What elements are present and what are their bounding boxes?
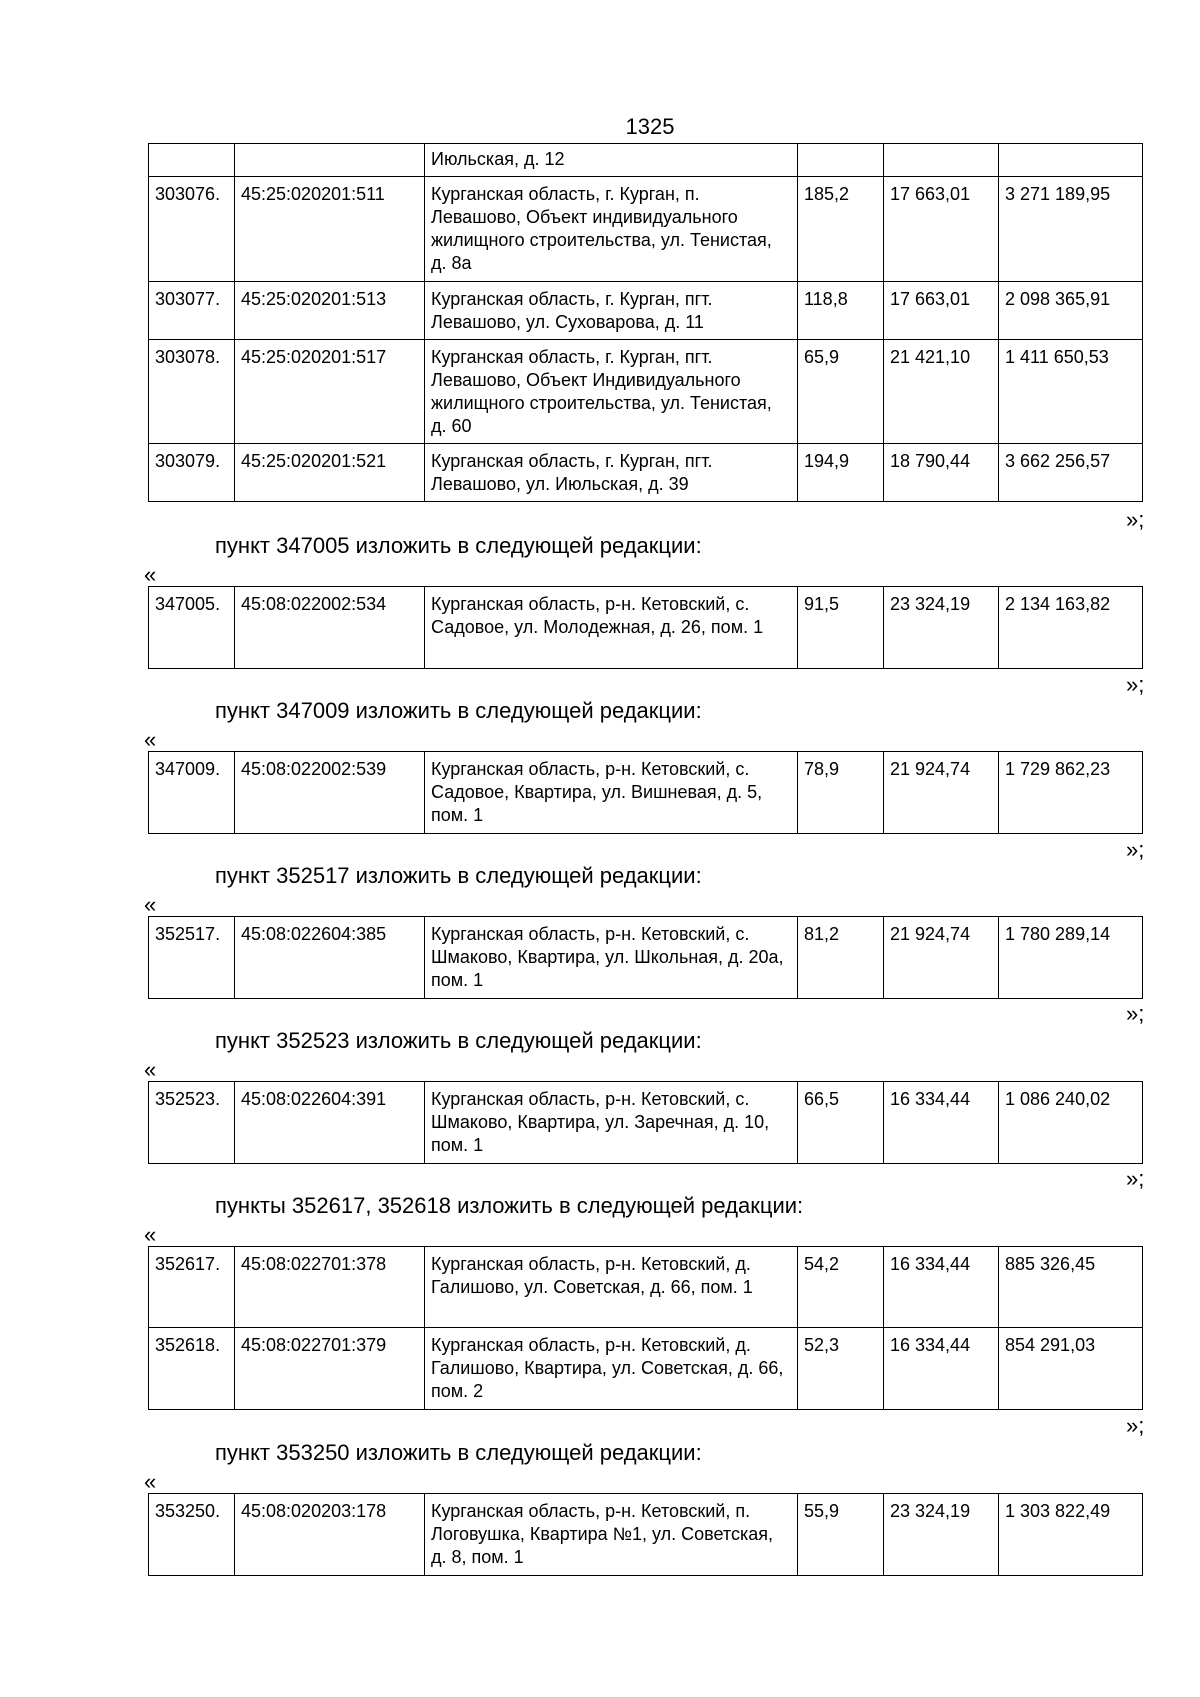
- cell-number: 352618.: [149, 1328, 235, 1410]
- cell-rate: 23 324,19: [884, 1494, 999, 1576]
- cell-address: Курганская область, г. Курган, пгт. Левашово, ул. Суховарова, д. 11: [425, 282, 798, 340]
- table-row: [149, 752, 1143, 834]
- cell-number: 352517.: [149, 917, 235, 999]
- cell-area: 65,9: [798, 340, 884, 444]
- cell-address: Курганская область, р-н. Кетовский, д. Галишово, ул. Советская, д. 66, пом. 1: [425, 1247, 798, 1328]
- closing-quote: »;: [1126, 672, 1145, 697]
- cell-area: 54,2: [798, 1247, 884, 1328]
- cell-cadastral: 45:08:020203:178: [235, 1494, 425, 1576]
- cell-cadastral: 45:25:020201:511: [235, 177, 425, 282]
- closing-quote: »;: [1126, 1413, 1145, 1438]
- cell-number: 347009.: [149, 752, 235, 834]
- cell-number: 303076.: [149, 177, 235, 282]
- cell-number: 352523.: [149, 1082, 235, 1164]
- cell-rate: 16 334,44: [884, 1082, 999, 1164]
- cell-area: 185,2: [798, 177, 884, 282]
- cell-value: 1 303 822,49: [999, 1494, 1143, 1576]
- cell-address: Курганская область, р-н. Кетовский, с. Шмаково, Квартира, ул. Заречная, д. 10, пом. 1: [425, 1082, 798, 1164]
- cell-address: Курганская область, р-н. Кетовский, д. Галишово, Квартира, ул. Советская, д. 66, пом. 2: [425, 1328, 798, 1410]
- opening-quote: «: [144, 1222, 157, 1247]
- table-row: [149, 177, 1143, 282]
- opening-quote: «: [144, 1057, 157, 1082]
- amendment-instruction: пункт 347005 изложить в следующей редакции:: [215, 533, 702, 558]
- cell-address: Курганская область, р-н. Кетовский, с. Садовое, ул. Молодежная, д. 26, пом. 1: [425, 587, 798, 669]
- opening-quote: «: [144, 892, 157, 917]
- property-table: [148, 1081, 1143, 1164]
- cell-address: Курганская область, р-н. Кетовский, с. Шмаково, Квартира, ул. Школьная, д. 20а, пом. 1: [425, 917, 798, 999]
- table-row: [149, 144, 1143, 177]
- cell-rate: 17 663,01: [884, 177, 999, 282]
- property-table: [148, 916, 1143, 999]
- opening-quote: «: [144, 1469, 157, 1494]
- cell-address: Курганская область, р-н. Кетовский, с. Садовое, Квартира, ул. Вишневая, д. 5, пом. 1: [425, 752, 798, 834]
- cell-cadastral: 45:08:022604:385: [235, 917, 425, 999]
- page-number: 1325: [625, 114, 675, 139]
- cell-value: [999, 144, 1143, 177]
- cell-value: 854 291,03: [999, 1328, 1143, 1410]
- amendment-instruction: пункт 353250 изложить в следующей редакции:: [215, 1440, 702, 1465]
- cell-value: 1 411 650,53: [999, 340, 1143, 444]
- property-table: [148, 1493, 1143, 1576]
- cell-cadastral: [235, 144, 425, 177]
- cell-value: 1 780 289,14: [999, 917, 1143, 999]
- cell-value: 3 662 256,57: [999, 444, 1143, 502]
- cell-cadastral: 45:25:020201:513: [235, 282, 425, 340]
- cell-area: [798, 144, 884, 177]
- closing-quote: »;: [1126, 1166, 1145, 1191]
- cell-area: 118,8: [798, 282, 884, 340]
- cell-area: 52,3: [798, 1328, 884, 1410]
- cell-address: Курганская область, г. Курган, пгт. Левашово, ул. Июльская, д. 39: [425, 444, 798, 502]
- table-row: [149, 444, 1143, 502]
- closing-quote: »;: [1126, 1001, 1145, 1026]
- table-row: [149, 282, 1143, 340]
- property-table: [148, 751, 1143, 834]
- opening-quote: «: [144, 562, 157, 587]
- cell-address: Июльская, д. 12: [425, 144, 798, 177]
- cell-value: 3 271 189,95: [999, 177, 1143, 282]
- cell-rate: [884, 144, 999, 177]
- cell-area: 81,2: [798, 917, 884, 999]
- table-row: [149, 917, 1143, 999]
- cell-address: Курганская область, г. Курган, п. Левашово, Объект индивидуального жилищного строительства, ул. Тенистая, д. 8а: [425, 177, 798, 282]
- opening-quote: «: [144, 727, 157, 752]
- cell-number: 353250.: [149, 1494, 235, 1576]
- table-row: [149, 1247, 1143, 1328]
- cell-rate: 17 663,01: [884, 282, 999, 340]
- cell-area: 91,5: [798, 587, 884, 669]
- cell-number: [149, 144, 235, 177]
- closing-quote: »;: [1126, 837, 1145, 862]
- cell-area: 78,9: [798, 752, 884, 834]
- amendment-instruction: пункты 352617, 352618 изложить в следующей редакции:: [215, 1193, 804, 1218]
- cell-rate: 23 324,19: [884, 587, 999, 669]
- cell-area: 194,9: [798, 444, 884, 502]
- property-table: [148, 143, 1143, 502]
- cell-cadastral: 45:08:022701:378: [235, 1247, 425, 1328]
- property-table: [148, 586, 1143, 669]
- amendment-instruction: пункт 347009 изложить в следующей редакции:: [215, 698, 702, 723]
- cell-rate: 21 924,74: [884, 917, 999, 999]
- cell-number: 352617.: [149, 1247, 235, 1328]
- cell-address: Курганская область, р-н. Кетовский, п. Логовушка, Квартира №1, ул. Советская, д. 8, пом. 1: [425, 1494, 798, 1576]
- cell-number: 347005.: [149, 587, 235, 669]
- cell-area: 66,5: [798, 1082, 884, 1164]
- cell-rate: 21 924,74: [884, 752, 999, 834]
- cell-value: 2 098 365,91: [999, 282, 1143, 340]
- cell-value: 885 326,45: [999, 1247, 1143, 1328]
- cell-cadastral: 45:08:022002:539: [235, 752, 425, 834]
- cell-rate: 16 334,44: [884, 1247, 999, 1328]
- cell-address: Курганская область, г. Курган, пгт. Левашово, Объект Индивидуального жилищного строительства, ул. Тенистая, д. 60: [425, 340, 798, 444]
- table-row: [149, 1494, 1143, 1576]
- cell-value: 2 134 163,82: [999, 587, 1143, 669]
- table-row: [149, 1328, 1143, 1410]
- cell-number: 303078.: [149, 340, 235, 444]
- cell-cadastral: 45:25:020201:517: [235, 340, 425, 444]
- cell-cadastral: 45:08:022604:391: [235, 1082, 425, 1164]
- cell-rate: 16 334,44: [884, 1328, 999, 1410]
- table-row: [149, 587, 1143, 669]
- closing-quote: »;: [1126, 507, 1145, 532]
- cell-cadastral: 45:08:022002:534: [235, 587, 425, 669]
- property-table: [148, 1246, 1143, 1410]
- cell-cadastral: 45:08:022701:379: [235, 1328, 425, 1410]
- cell-area: 55,9: [798, 1494, 884, 1576]
- cell-number: 303079.: [149, 444, 235, 502]
- table-row: [149, 1082, 1143, 1164]
- table-row: [149, 340, 1143, 444]
- cell-rate: 21 421,10: [884, 340, 999, 444]
- cell-rate: 18 790,44: [884, 444, 999, 502]
- cell-number: 303077.: [149, 282, 235, 340]
- cell-cadastral: 45:25:020201:521: [235, 444, 425, 502]
- amendment-instruction: пункт 352517 изложить в следующей редакции:: [215, 863, 702, 888]
- amendment-instruction: пункт 352523 изложить в следующей редакции:: [215, 1028, 702, 1053]
- cell-value: 1 729 862,23: [999, 752, 1143, 834]
- cell-value: 1 086 240,02: [999, 1082, 1143, 1164]
